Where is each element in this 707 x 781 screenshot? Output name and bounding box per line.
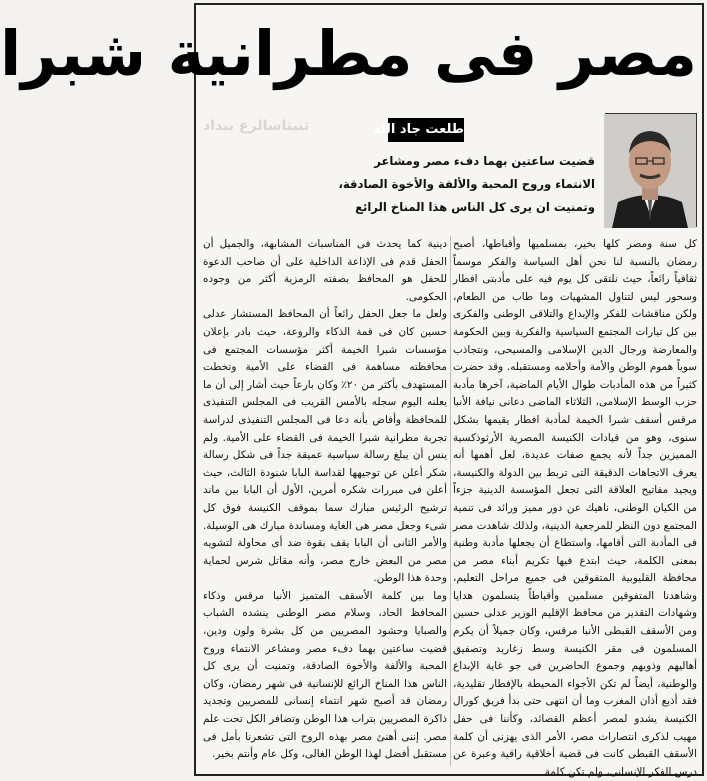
paragraph: ولعل ما جعل الحفل رائعاً أن المحافظ المستشار عدلى حسين كان فى قمة الذكاء والروعة، حيث بادر بإعلان مؤسسات شبرا الخيمة أكثر مؤسسات المجتمع فى محافظته مساهمة فى القضاء على الأمية وتخطت المستهدف بأكثر من ٢٠٪ وكان بارعاً حيث أشار إلى أن ما يعلنه اليوم سجله بالأمس القريب فى المجلس التنفيذى للمحافظة وأفاض بأنه دعا فى المجلس التنفيذى لدراسة تجربة مطرانية شبرا الخيمة فى القضاء على الأمية. ولم ينس أن يبلغ رسالة سياسية عميقة جداً فى شكل رسالة شكر أعلن عن توجيهها لقداسة البابا شنودة الثالث، حيث أعلن فى مبررات شكره أمرين، الأول أن البابا بين ماند ترشيح الرئيس مبارك سما بموقف الكنيسة فوق كل شىء وجعل مصر هى الغاية ومساندة مبارك هى الوسيلة. والأمر الثانى أن البابا يقف بقوة ضد أى محاولة لتشويه مصر من البعض خارج مصر، وأنه مقاتل شرس لحماية وحدة هذا الوطن. <box>203 308 447 585</box>
paragraph: وما بين كلمة الأسقف المتميز الأنبا مرقس وذكاء المحافظ الحاد، وسلام مصر الوطنى ينشده الشباب والصبايا وحشود المصريين من كل بشرة ولون ودين، قضيت ساعتين بهما دفء مصر ومشاعر الانتماء وروح المحبة والألفة والأخوة الصادقة، وتمنيت أن يرى كل الناس هذا المناخ الرائع للإنسانية فى شهر رمضان، وكان رمضان قد أصبح شهر انتماء إنسانى للمصريين وتجديد ذاكرة المصريين بتراب هذا الوطن وتضافر الكل تحت علم مصر. إننى أهنئ مصر بهذه الروح التى تشعرنا بأمل فى مستقبل أفضل لهذا الوطن الغالى، وكل عام وأنتم بخير. <box>203 589 447 761</box>
lead-line: وتمنيت ان يرى كل الناس هذا المناخ الرائع <box>355 200 595 214</box>
lead-line: قضيت ساعتين بهما دفء مصر ومشاعر <box>374 154 595 168</box>
paragraph: دينية كما يحدث فى المناسبات المشابهة، والجميل أن الحفل قدم فى الإذاعة الداخلية على أن صاحب الدعوة للحفل هو المحافظ بصفته الرمزية أكثر من وجوده الحكومى. <box>203 238 447 303</box>
author-name: طلعت جاد الله <box>388 118 464 142</box>
author-portrait-image <box>604 114 696 228</box>
article-column-right <box>453 236 697 778</box>
paragraph: كل سنة ومصر كلها بخير، بمسلميها وأقباطها، أصبح رمضان بالنسبة لنا نحن أهل السياسة والفكر موسماً ثقافياً رائعاً، حيث نلتقى كل يوم فيه على مأدبتى افطار وسحور ليس لتناول المشهيات وما طاب من الطعام، ولكن مناقشات للفكر والإبداع والتلاقى الوطنى والفكرى بين كل تيارات المجتمع السياسية والفكرية وبين الحكومة والمعارضة ورجال الدين الإسلامى والمسيحى، ونتجاذب سوياً هموم الوطن والأمة وأحلامه ومستقبله. وقد حضرت كثيراً من هذه المأدبات طوال الأيام الماضية، آخرها مأدبة حزب الوسط الإسلامى، الثلاثاء الماضى دعانى نيافة الأنبا مرقس أسقف شبرا الخيمة لمأدبة افطار يقيمها بشكل سنوى، وهو من قيادات الكنيسة المصرية الأرثوذكسية المميزين جداً لأنه يجمع صفات عديدة، لعل أهمها أنه يعرف الاتجاهات الدقيقة التى تربط بين الدولة والكنيسة، ويجيد مفاتيح العلاقة التى تجعل المؤسسة الدينية جزءاً من الكيان الوطنى، ناهيك عن دور مميز ورائد فى تنمية المجتمع دون النظر للمرجعية الدينية، ولذلك شاهدت مصر فى المأدبة التى أقامها، واستطاع أن يجعلها مأدبة وطنية بمعنى الكلمة، حيث ابتدع فيها تكريم أبناء مصر من محافظة القليوبية المتفوقين فى جميع مراحل التعليم، وشاهدنا المتفوقين مسلمين وأقباطاً يتسلمون هدايا وشهادات التقدير من محافظ الإقليم الوزير عدلى حسين ومن الأسقف القبطى الأنبا مرقس، وكان جميلاً أن يكرم المسلمون فى مقر الكنيسة وسط زغاريد وتصفيق أهاليهم وذويهم وجموع الحاضرين فى جو غاية الإبداع والوطنية، أيضاً لم تكن الأجواء المحيطة بالإفطار تقليدية، فقد أذيع أذان المغرب وما أن انتهى حتى بدأ فريق كورال الكنيسة يشدو لمصر أعظم القصائد، وكأننا فى حفل مهيب لذكرى انتصارات مصر، الأمر الذى يهزنى أن كلمة الأسقف القبطى كانت فى قضية أخلاقية راقية وعبرة عن درس الفكر الإنسانى، ولم تكن كلمة <box>453 238 697 778</box>
article-column-left <box>203 236 447 768</box>
lead-line: الانتماء وروح المحبة والألفة والأخوة الصادقة، <box>338 177 595 191</box>
bleed-through-text: تنيتاسالرع ببداد <box>203 118 310 134</box>
column-divider <box>450 236 451 766</box>
headline: مصر فى مطرانية شبرا <box>0 17 697 90</box>
lead-quote <box>209 150 595 219</box>
author-photo <box>605 113 697 227</box>
